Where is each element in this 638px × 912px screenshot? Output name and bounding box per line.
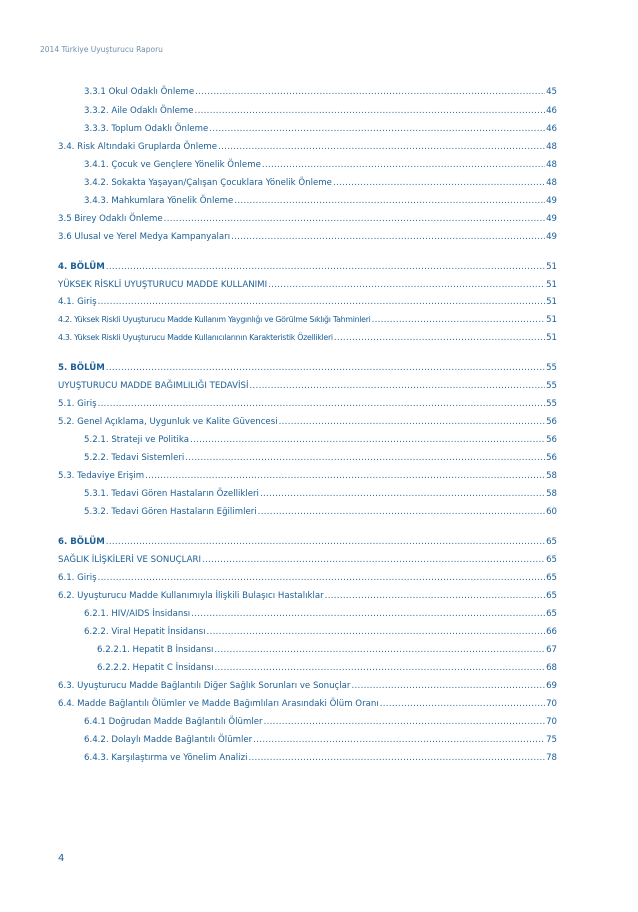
toc-entry-title: 5.3.1. Tedavi Gören Hastaların Özellikleri [84, 489, 259, 499]
toc-entry-title: 5.1. Giriş [58, 399, 97, 409]
toc-entry-page: 65 [546, 555, 557, 565]
toc-entry-page: 66 [546, 627, 557, 637]
toc-entry[interactable] [58, 416, 557, 428]
toc-entry[interactable] [97, 644, 557, 656]
toc-entry-page: 55 [546, 363, 557, 373]
toc-entry[interactable] [84, 752, 557, 764]
toc-entry[interactable] [58, 141, 557, 153]
toc-leader-dots [207, 626, 546, 638]
toc-chapter[interactable] [58, 261, 557, 273]
toc-entry[interactable] [84, 626, 557, 638]
toc-entry-title: 4. BÖLÜM [58, 262, 105, 272]
toc-leader-dots [333, 177, 545, 189]
toc-leader-dots [185, 452, 545, 464]
toc-entry-page: 51 [546, 333, 557, 343]
toc-entry-page: 55 [546, 381, 557, 391]
toc-leader-dots [214, 644, 545, 656]
toc-leader-dots [260, 488, 545, 500]
toc-leader-dots [334, 332, 545, 344]
toc-leader-dots [258, 506, 545, 518]
toc-leader-dots [195, 86, 545, 98]
toc-entry-title: 6.4. Madde Bağlantılı Ölümler ve Madde Bağımlıları Arasındaki Ölüm Oranı [58, 699, 379, 709]
toc-entry-title: 6.2.1. HIV/AIDS İnsidansı [84, 609, 191, 619]
toc-entry-page: 51 [546, 297, 557, 307]
toc-entry-page: 48 [546, 178, 557, 188]
toc-leader-dots [268, 279, 545, 291]
toc-entry[interactable] [58, 231, 557, 243]
toc-leader-dots [253, 734, 545, 746]
toc-entry[interactable] [84, 105, 557, 117]
toc-entry[interactable] [58, 470, 557, 482]
toc-entry[interactable] [97, 662, 557, 674]
toc-entry-page: 65 [546, 573, 557, 583]
toc-entry[interactable] [84, 488, 557, 500]
toc-entry[interactable] [58, 698, 557, 710]
toc-entry-page: 51 [546, 280, 557, 290]
toc-entry-page: 75 [546, 735, 557, 745]
toc-entry-title: 6.2.2.2. Hepatit C İnsidansı [97, 663, 214, 673]
toc-entry-page: 46 [546, 106, 557, 116]
page-number: 4 [58, 853, 65, 864]
toc-leader-dots [249, 380, 545, 392]
toc-entry-page: 70 [546, 699, 557, 709]
toc-leader-dots [214, 662, 545, 674]
toc-entry-page: 48 [546, 142, 557, 152]
toc-entry-page: 46 [546, 124, 557, 134]
toc-entry-title: 4.3. Yüksek Riskli Uyuşturucu Madde Kullanıcılarının Karakteristik Özellikleri [58, 333, 333, 342]
toc-leader-dots [195, 105, 546, 117]
toc-entry[interactable] [84, 434, 557, 446]
toc-entry-title: 6.4.2. Dolaylı Madde Bağlantılı Ölümler [84, 735, 253, 745]
toc-entry-page: 69 [546, 681, 557, 691]
toc-entry-page: 67 [546, 645, 557, 655]
toc-entry[interactable] [84, 86, 557, 98]
toc-entry-title: 3.4.3. Mahkumlara Yönelik Önleme [84, 196, 234, 206]
toc-entry-title: 4.1. Giriş [58, 297, 97, 307]
toc-entry-title: 6.2.2.1. Hepatit B İnsidansı [97, 645, 214, 655]
toc-entry-page: 60 [546, 507, 557, 517]
toc-leader-dots [191, 608, 545, 620]
toc-entry-page: 56 [546, 417, 557, 427]
toc-leader-dots [248, 752, 545, 764]
toc-entry-title: 6.2. Uyuşturucu Madde Kullanımıyla İlişkili Bulaşıcı Hastalıklar [58, 591, 324, 601]
toc-entry[interactable] [84, 195, 557, 207]
toc-entry-title: 3.4. Risk Altındaki Gruplarda Önleme [58, 142, 218, 152]
toc-entry-title: 3.3.2. Aile Odaklı Önleme [84, 106, 194, 116]
toc-entry[interactable] [58, 572, 557, 584]
toc-leader-dots [98, 296, 545, 308]
toc-entry-page: 49 [546, 232, 557, 242]
toc-leader-dots [145, 470, 545, 482]
toc-leader-dots [164, 213, 545, 225]
toc-entry-page: 58 [546, 471, 557, 481]
toc-entry-page: 65 [546, 591, 557, 601]
toc-leader-dots [106, 536, 545, 548]
toc-entry[interactable] [84, 734, 557, 746]
toc-entry-title: 5.3. Tedaviye Erişim [58, 471, 145, 481]
toc-leader-dots [351, 680, 545, 692]
toc-entry-title: 5.3.2. Tedavi Gören Hastaların Eğilimleri [84, 507, 257, 517]
toc-leader-dots [234, 195, 545, 207]
toc-entry-title: 3.4.2. Sokakta Yaşayan/Çalışan Çocuklara Yönelik Önleme [84, 178, 332, 188]
toc-entry-page: 78 [546, 753, 557, 763]
toc-entry-title: 3.5 Birey Odaklı Önleme [58, 214, 163, 224]
toc-entry[interactable] [58, 680, 557, 692]
toc-entry-title: 5. BÖLÜM [58, 363, 105, 373]
toc-leader-dots [106, 362, 545, 374]
toc-entry[interactable] [58, 296, 557, 308]
toc-entry-page: 51 [546, 315, 557, 325]
toc-leader-dots [372, 314, 545, 326]
toc-entry[interactable] [84, 159, 557, 171]
toc-leader-dots [264, 716, 545, 728]
toc-leader-dots [231, 231, 545, 243]
toc-entry-page: 65 [546, 609, 557, 619]
toc-entry-page: 49 [546, 214, 557, 224]
toc-entry-title: 4.2. Yüksek Riskli Uyuşturucu Madde Kullanım Yaygınlığı ve Görülme Sıklığı Tahminleri [58, 315, 371, 324]
toc-entry-title: 6.2.2. Viral Hepatit İnsidansı [84, 627, 206, 637]
toc-entry-page: 51 [546, 262, 557, 272]
toc-entry-title: 5.2.2. Tedavi Sistemleri [84, 453, 185, 463]
toc-leader-dots [380, 698, 545, 710]
toc-leader-dots [262, 159, 545, 171]
page-header: 2014 Türkiye Uyuşturucu Raporu [40, 45, 163, 54]
toc-entry[interactable] [84, 716, 557, 728]
toc-entry-title: 3.6 Ulusal ve Yerel Medya Kampanyaları [58, 232, 231, 242]
toc-entry-title: 3.3.1 Okul Odaklı Önleme [84, 87, 195, 97]
toc-entry-title: UYUŞTURUCU MADDE BAĞIMLILIĞI TEDAVİSİ [58, 381, 249, 391]
toc-entry-page: 70 [546, 717, 557, 727]
toc-entry-title: 3.3.3. Toplum Odaklı Önleme [84, 124, 209, 134]
toc-entry[interactable] [58, 332, 557, 344]
toc-entry-page: 56 [546, 435, 557, 445]
toc-entry[interactable] [84, 608, 557, 620]
toc-entry-page: 58 [546, 489, 557, 499]
toc-leader-dots [218, 141, 545, 153]
toc-entry[interactable] [84, 452, 557, 464]
toc-entry[interactable] [84, 177, 557, 189]
toc-leader-dots [190, 434, 545, 446]
toc-leader-dots [98, 398, 545, 410]
toc-entry-title: 6.4.1 Doğrudan Madde Bağlantılı Ölümler [84, 717, 263, 727]
toc-entry-page: 56 [546, 453, 557, 463]
toc-chapter[interactable] [58, 362, 557, 374]
toc-leader-dots [202, 554, 545, 566]
toc-entry-page: 48 [546, 160, 557, 170]
toc-entry-title: 6.3. Uyuşturucu Madde Bağlantılı Diğer Sağlık Sorunları ve Sonuçlar [58, 681, 351, 691]
toc-entry[interactable] [58, 590, 557, 602]
toc-entry-title: 6.4.3. Karşılaştırma ve Yönelim Analizi [84, 753, 248, 763]
toc-entry-page: 55 [546, 399, 557, 409]
toc-entry[interactable] [58, 398, 557, 410]
toc-entry[interactable] [84, 506, 557, 518]
toc-entry-page: 45 [546, 87, 557, 97]
toc-leader-dots [209, 123, 545, 135]
toc-entry-title: 6. BÖLÜM [58, 537, 105, 547]
toc-leader-dots [98, 572, 545, 584]
toc-entry[interactable] [84, 123, 557, 135]
toc-entry[interactable] [58, 554, 557, 566]
toc-leader-dots [106, 261, 545, 273]
toc-entry-title: 5.2. Genel Açıklama, Uygunluk ve Kalite Güvencesi [58, 417, 278, 427]
toc-entry-page: 65 [546, 537, 557, 547]
toc-entry-title: SAĞLIK İLİŞKİLERİ VE SONUÇLARI [58, 555, 201, 565]
toc-entry-page: 68 [546, 663, 557, 673]
toc-leader-dots [325, 590, 545, 602]
toc-entry[interactable] [58, 314, 557, 326]
toc-entry[interactable] [58, 279, 557, 291]
toc-entry-title: 5.2.1. Strateji ve Politika [84, 435, 189, 445]
toc-entry[interactable] [58, 380, 557, 392]
toc-entry-title: 3.4.1. Çocuk ve Gençlere Yönelik Önleme [84, 160, 261, 170]
toc-entry-title: YÜKSEK RİSKLİ UYUŞTURUCU MADDE KULLANIMI [58, 280, 268, 290]
toc-chapter[interactable] [58, 536, 557, 548]
toc-entry[interactable] [58, 213, 557, 225]
toc-entry-page: 49 [546, 196, 557, 206]
toc-entry-title: 6.1. Giriş [58, 573, 97, 583]
toc-leader-dots [279, 416, 545, 428]
